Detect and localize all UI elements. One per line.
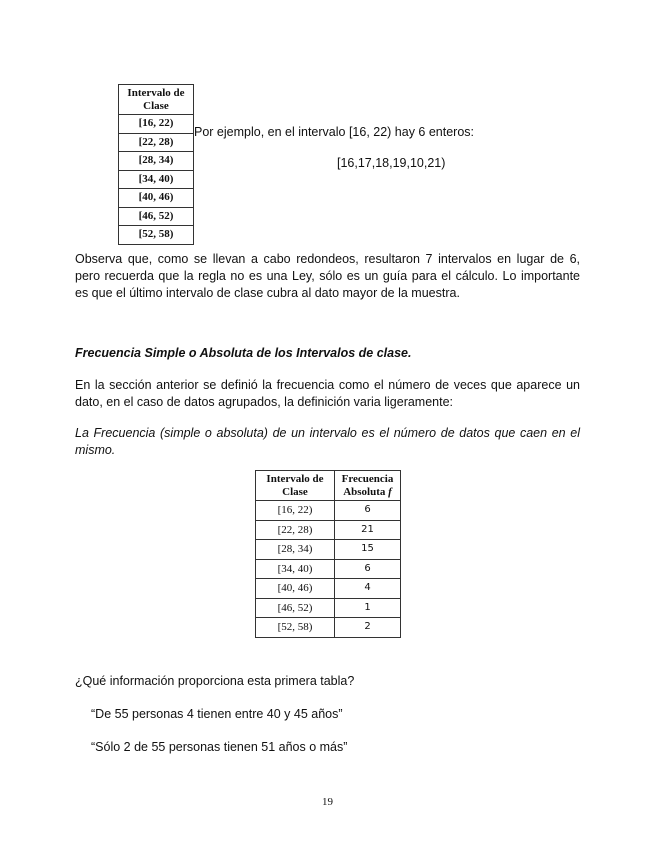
quote-text: “De 55 personas 4 tienen entre 40 y 45 años” (91, 707, 343, 721)
table-cell-frequency: 15 (335, 540, 401, 560)
example-set: [16,17,18,19,10,21) (337, 156, 446, 170)
section-heading: Frecuencia Simple o Absoluta de los Intervalos de clase. (75, 346, 412, 360)
table-row (256, 520, 401, 540)
paragraph-line: es que el último intervalo de clase cubra al dato mayor de la muestra. (75, 286, 460, 300)
table-cell-interval: [34, 40) (119, 170, 194, 189)
frequency-table (255, 470, 401, 638)
paragraph-line: En la sección anterior se definió la frecuencia como el número de veces que aparece un (75, 378, 580, 392)
table-cell-interval: [34, 40) (256, 559, 335, 579)
table-cell-interval: [52, 58) (256, 618, 335, 638)
question-text: ¿Qué información proporciona esta primera tabla? (75, 674, 355, 688)
paragraph-observation (75, 251, 580, 302)
table-row (256, 559, 401, 579)
paragraph-line: pero recuerda que la regla no es una Ley, sólo es un guía para el cálculo. Lo importante (75, 269, 580, 283)
example-text: Por ejemplo, en el intervalo [16, 22) hay 6 enteros: (194, 125, 475, 139)
table-cell-frequency: 2 (335, 618, 401, 638)
frequency-symbol: f (388, 485, 392, 498)
table-cell-interval: [16, 22) (119, 115, 194, 134)
table-cell-interval: [28, 34) (256, 540, 335, 560)
quote-text: “Sólo 2 de 55 personas tienen 51 años o más” (91, 740, 348, 754)
table-cell-frequency: 21 (335, 520, 401, 540)
table-cell-frequency: 4 (335, 579, 401, 599)
table-row (256, 598, 401, 618)
table-row (256, 618, 401, 638)
paragraph-definition-intro (75, 377, 580, 411)
table-row (256, 540, 401, 560)
table-header-interval: Intervalo de Clase (256, 471, 335, 501)
definition-text (75, 425, 580, 459)
table-cell-interval: [22, 28) (119, 133, 194, 152)
page-number: 19 (322, 796, 333, 808)
table-cell-interval: [28, 34) (119, 152, 194, 171)
table-cell-interval: [40, 46) (256, 579, 335, 599)
table-header-frequency (335, 471, 401, 501)
definition-line: La Frecuencia (simple o absoluta) de un intervalo es el número de datos que caen en el (75, 426, 580, 440)
table-cell-frequency: 6 (335, 501, 401, 521)
table-row (256, 501, 401, 521)
table-row (256, 579, 401, 599)
table-cell-interval: [16, 22) (256, 501, 335, 521)
paragraph-line: Observa que, como se llevan a cabo redondeos, resultaron 7 intervalos en lugar de 6, (75, 252, 580, 266)
table-cell-interval: [46, 52) (119, 207, 194, 226)
paragraph-line: dato, en el caso de datos agrupados, la definición varia ligeramente: (75, 395, 454, 409)
definition-line: mismo. (75, 443, 116, 457)
table-cell-frequency: 1 (335, 598, 401, 618)
table-cell-interval: [22, 28) (256, 520, 335, 540)
table-cell-interval: [40, 46) (119, 189, 194, 208)
interval-table (118, 84, 194, 245)
table-header-interval: Intervalo de Clase (119, 85, 194, 115)
table-cell-interval: [46, 52) (256, 598, 335, 618)
table-cell-interval: [52, 58) (119, 226, 194, 245)
table-cell-frequency: 6 (335, 559, 401, 579)
frequency-header-text: Frecuencia Absoluta (341, 472, 394, 498)
